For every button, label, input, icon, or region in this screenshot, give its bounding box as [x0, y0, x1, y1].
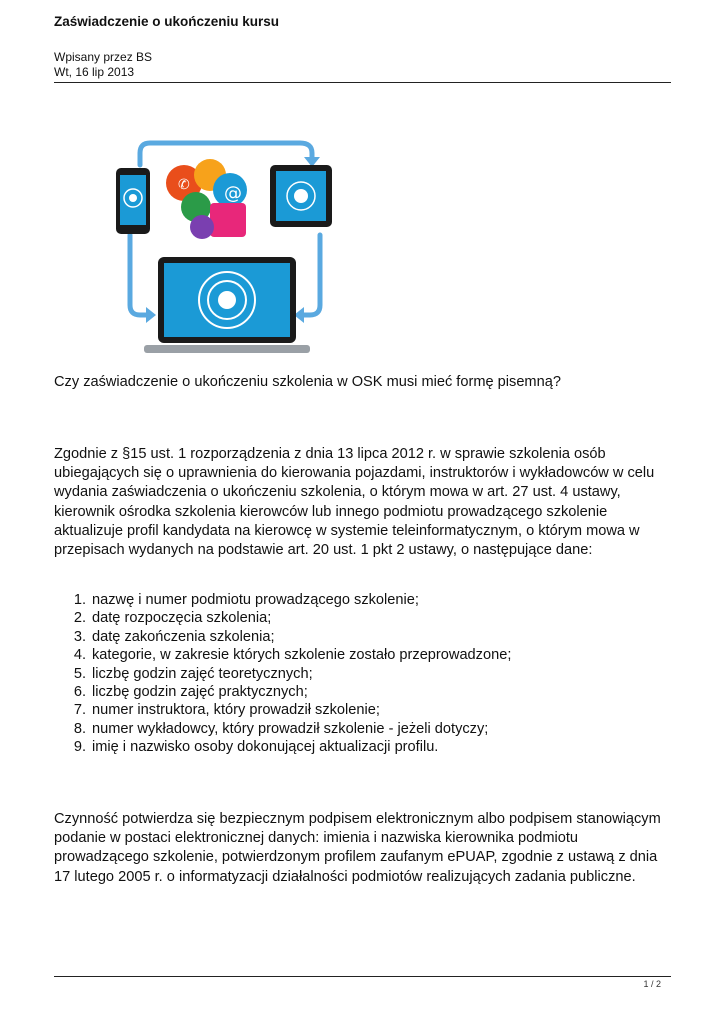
- svg-text:✆: ✆: [178, 177, 190, 193]
- page-number: 1 / 2: [643, 979, 661, 989]
- page-title: Zaświadczenie o ukończeniu kursu: [54, 14, 280, 29]
- paragraph-line: kierownik ośrodka szkolenia kierowców lub innego podmiotu prowadzącego szkolenie: [54, 503, 608, 520]
- paragraph-2: [54, 810, 674, 887]
- list-item: 2. datę rozpoczęcia szkolenia;: [73, 610, 272, 627]
- paragraph-line: wydania zaświadczenia o ukończeniu szkolenia, o którym mowa w art. 27 ust. 4 ustawy,: [54, 484, 621, 501]
- meta-info: [54, 50, 152, 80]
- date-line: Wt, 16 lip 2013: [54, 65, 135, 79]
- paragraph-1: [54, 445, 674, 560]
- paragraph-line: przepisach wydanych na podstawie art. 20 ust. 1 pkt 2 ustawy, o następujące dane:: [54, 542, 593, 559]
- list-item: 9. imię i nazwisko osoby dokonującej aktualizacji profilu.: [73, 739, 439, 756]
- tablet-icon: [270, 165, 332, 227]
- paragraph-line: prowadzącego szkolenie, potwierdzonym profilem zaufanym ePUAP, zgodnie z ustawą z dnia: [54, 849, 658, 866]
- header-divider: [54, 82, 671, 83]
- paragraph-line: Zgodnie z §15 ust. 1 rozporządzenia z dnia 13 lipca 2012 r. w sprawie szkolenia osób: [54, 446, 606, 462]
- question-text: Czy zaświadczenie o ukończeniu szkolenia w OSK musi mieć formę pisemną?: [54, 374, 561, 390]
- author-line: Wpisany przez BS: [54, 50, 153, 64]
- paragraph-line: ubiegających się o uprawnienia do kierowania pojazdami, instruktorów i wykładowców w celu: [54, 465, 655, 482]
- laptop-icon: [144, 257, 310, 353]
- paragraph-line: Czynność potwierdza się bezpiecznym podpisem elektronicznym albo podpisem stanowiącym: [54, 811, 661, 827]
- list-item: 1. nazwę i numer podmiotu prowadzącego szkolenie;: [73, 592, 419, 608]
- devices-illustration: [100, 135, 340, 365]
- paragraph-line: 17 lutego 2005 r. o informatyzacji działalności podmiotów realizujących zadania publiczne.: [54, 868, 636, 885]
- footer-divider: [54, 976, 671, 977]
- paragraph-line: aktualizuje profil kandydata na kierowcę w systemie teleinformatycznym, o którym mowa w: [54, 522, 640, 539]
- social-bubbles-icon: [166, 159, 247, 239]
- paragraph-line: podanie w postaci elektronicznej danych: imienia i nazwiska kierownika podmiotu: [54, 830, 579, 847]
- svg-text:@: @: [224, 183, 242, 204]
- list-item: 7. numer instruktora, który prowadził szkolenie;: [73, 702, 380, 719]
- data-list: [54, 591, 654, 757]
- phone-icon: [116, 168, 150, 234]
- list-item: 6. liczbę godzin zajęć praktycznych;: [73, 684, 308, 701]
- list-item: 5. liczbę godzin zajęć teoretycznych;: [73, 665, 313, 682]
- list-item: 4. kategorie, w zakresie których szkolenie zostało przeprowadzone;: [73, 647, 512, 664]
- list-item: 8. numer wykładowcy, który prowadził szkolenie - jeżeli dotyczy;: [73, 720, 489, 737]
- list-item: 3. datę zakończenia szkolenia;: [73, 628, 275, 645]
